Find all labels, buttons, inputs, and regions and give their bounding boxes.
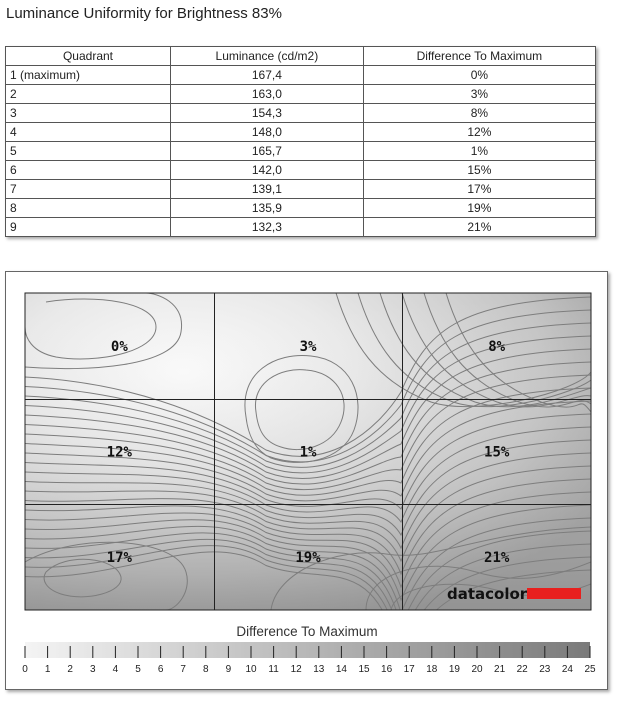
table-row: [6, 66, 596, 85]
luminance-cell: 165,7: [171, 142, 364, 161]
luminance-cell: 163,0: [171, 85, 364, 104]
table-row: [6, 218, 596, 237]
luminance-cell: 132,3: [171, 218, 364, 237]
scale-tick-label: 3: [90, 664, 96, 675]
quadrant-cell: 6: [6, 161, 171, 180]
uniformity-heatmap: [6, 272, 607, 689]
quadrant-label: 21%: [484, 550, 510, 567]
difference-cell: 19%: [363, 199, 595, 218]
table-row: [6, 161, 596, 180]
logo-bar: [527, 588, 581, 599]
heatmap-plot-area: [25, 293, 591, 665]
scale-tick-label: 2: [67, 664, 73, 675]
quadrant-cell: 2: [6, 85, 171, 104]
scale-tick-label: 22: [516, 664, 528, 675]
column-header-difference: Difference To Maximum: [363, 47, 595, 66]
scale-tick-label: 0: [22, 664, 28, 675]
scale-tick-label: 20: [471, 664, 483, 675]
quadrant-cell: 1 (maximum): [6, 66, 171, 85]
quadrant-cell: 8: [6, 199, 171, 218]
difference-cell: 21%: [363, 218, 595, 237]
quadrant-label: 1%: [299, 444, 317, 461]
luminance-cell: 148,0: [171, 123, 364, 142]
scale-tick-label: 23: [539, 664, 551, 675]
scale-tick-label: 12: [290, 664, 302, 675]
quadrant-label: 12%: [106, 444, 132, 461]
scale-tick-label: 19: [448, 664, 460, 675]
table-row: [6, 85, 596, 104]
difference-cell: 12%: [363, 123, 595, 142]
quadrant-label: 8%: [488, 338, 506, 355]
scale-tick-label: 7: [180, 664, 186, 675]
scale-tick-label: 11: [268, 664, 279, 675]
difference-cell: 15%: [363, 161, 595, 180]
table-row: [6, 104, 596, 123]
table-row: [6, 199, 596, 218]
column-header-quadrant: Quadrant: [6, 47, 171, 66]
quadrant-cell: 7: [6, 180, 171, 199]
table-row: [6, 180, 596, 199]
difference-cell: 1%: [363, 142, 595, 161]
scale-tick-label: 18: [426, 664, 438, 675]
column-header-luminance: Luminance (cd/m2): [171, 47, 364, 66]
difference-cell: 8%: [363, 104, 595, 123]
quadrant-label: 19%: [295, 550, 321, 567]
quadrant-label: 15%: [484, 444, 510, 461]
scale-tick-label: 16: [381, 664, 393, 675]
luminance-table-container: [5, 46, 596, 237]
scale-tick-label: 5: [135, 664, 141, 675]
color-scale-bar: [25, 642, 590, 658]
luminance-table: [5, 46, 596, 237]
scale-tick-label: 1: [44, 664, 51, 675]
uniformity-chart-panel: [5, 271, 608, 690]
page-title: Luminance Uniformity for Brightness 83%: [6, 5, 282, 22]
quadrant-cell: 4: [6, 123, 171, 142]
quadrant-cell: 9: [6, 218, 171, 237]
luminance-cell: 139,1: [171, 180, 364, 199]
scale-tick-label: 13: [313, 664, 325, 675]
logo-text: datacolor: [447, 585, 528, 603]
scale-tick-label: 9: [225, 664, 232, 675]
difference-cell: 3%: [363, 85, 595, 104]
scale-tick-label: 10: [245, 664, 257, 675]
table-row: [6, 142, 596, 161]
scale-tick-label: 6: [157, 664, 164, 675]
quadrant-label: 17%: [106, 550, 132, 567]
luminance-cell: 167,4: [171, 66, 364, 85]
luminance-cell: 142,0: [171, 161, 364, 180]
scale-tick-label: 4: [112, 664, 119, 675]
table-header-row: [6, 47, 596, 66]
scale-tick-label: 25: [584, 664, 596, 675]
luminance-cell: 135,9: [171, 199, 364, 218]
scale-tick-label: 8: [203, 664, 209, 675]
scale-tick-label: 15: [358, 664, 370, 675]
quadrant-label: 0%: [110, 338, 128, 355]
scale-tick-label: 17: [403, 664, 415, 675]
scale-tick-label: 21: [494, 664, 506, 675]
difference-cell: 0%: [363, 66, 595, 85]
scale-title: Difference To Maximum: [236, 624, 378, 639]
quadrant-label: 3%: [299, 338, 317, 355]
scale-tick-label: 24: [561, 664, 573, 675]
scale-tick-label: 14: [335, 664, 347, 675]
table-row: [6, 123, 596, 142]
quadrant-cell: 5: [6, 142, 171, 161]
quadrant-cell: 3: [6, 104, 171, 123]
luminance-cell: 154,3: [171, 104, 364, 123]
difference-cell: 17%: [363, 180, 595, 199]
